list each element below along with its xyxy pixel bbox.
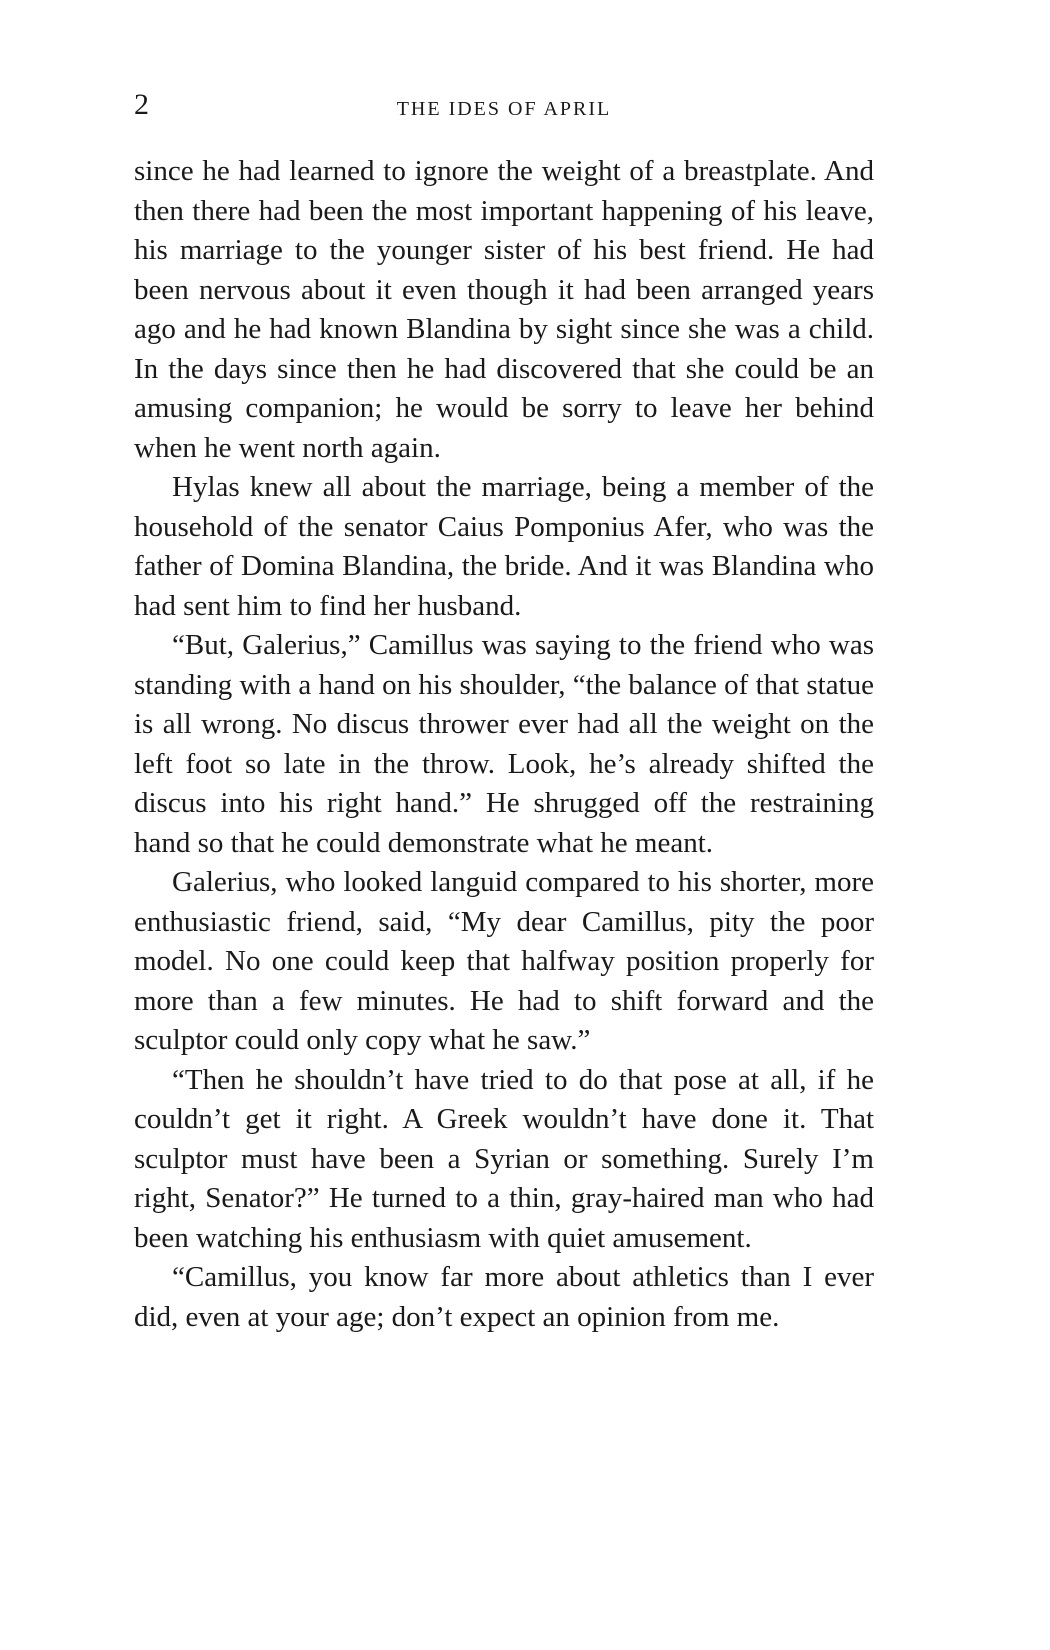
paragraph: “Then he shouldn’t have tried to do that pose at all, if he couldn’t get it right. A Greek wouldn’t have done it. That sculptor must have been a Syrian or something. Surely I’m right, Senator?” He turned to a thin, gray-haired man who had been watching his enthusiasm with quiet amusement. xyxy=(134,1063,874,1254)
paragraph: “But, Galerius,” Camillus was saying to the friend who was standing with a hand on his shoulder, “the balance of that statue is all wrong. No discus thrower ever had all the weight on the left foot so late in the throw. Look, he’s already shifted the discus into his right hand.” He shrugged off the restraining hand so that he could demonstrate what he meant. xyxy=(134,629,874,859)
running-head: THE IDES OF APRIL xyxy=(396,98,612,120)
paragraph: Galerius, who looked languid compared to his shorter, more enthusiastic friend, said, “My dear Camillus, pity the poor model. No one could keep that halfway position properly for more than a few minutes. He had to shift forward and the sculptor could only copy what he saw.” xyxy=(134,866,874,1056)
body-text xyxy=(134,152,874,1337)
page-number: 2 xyxy=(134,88,149,121)
paragraph: “Camillus, you know far more about athletics than I ever did, even at your age; don’t expect an opinion from me. xyxy=(134,1261,874,1333)
paragraph: since he had learned to ignore the weight of a breastplate. And then there had been the most important happening of his leave, his marriage to the younger sister of his best friend. He had been nervous about it even though it had been arranged years ago and he had known Blandina by sight since she was a child. In the days since then he had discovered that she could be an amusing companion; he would be sorry to leave her behind when he went north again. xyxy=(134,155,874,464)
page-header xyxy=(134,90,874,130)
paragraph: Hylas knew all about the marriage, being a member of the household of the senator Caius Pomponius Afer, who was the father of Domina Blandina, the bride. And it was Blandina who had sent him to find her husband. xyxy=(134,471,874,622)
